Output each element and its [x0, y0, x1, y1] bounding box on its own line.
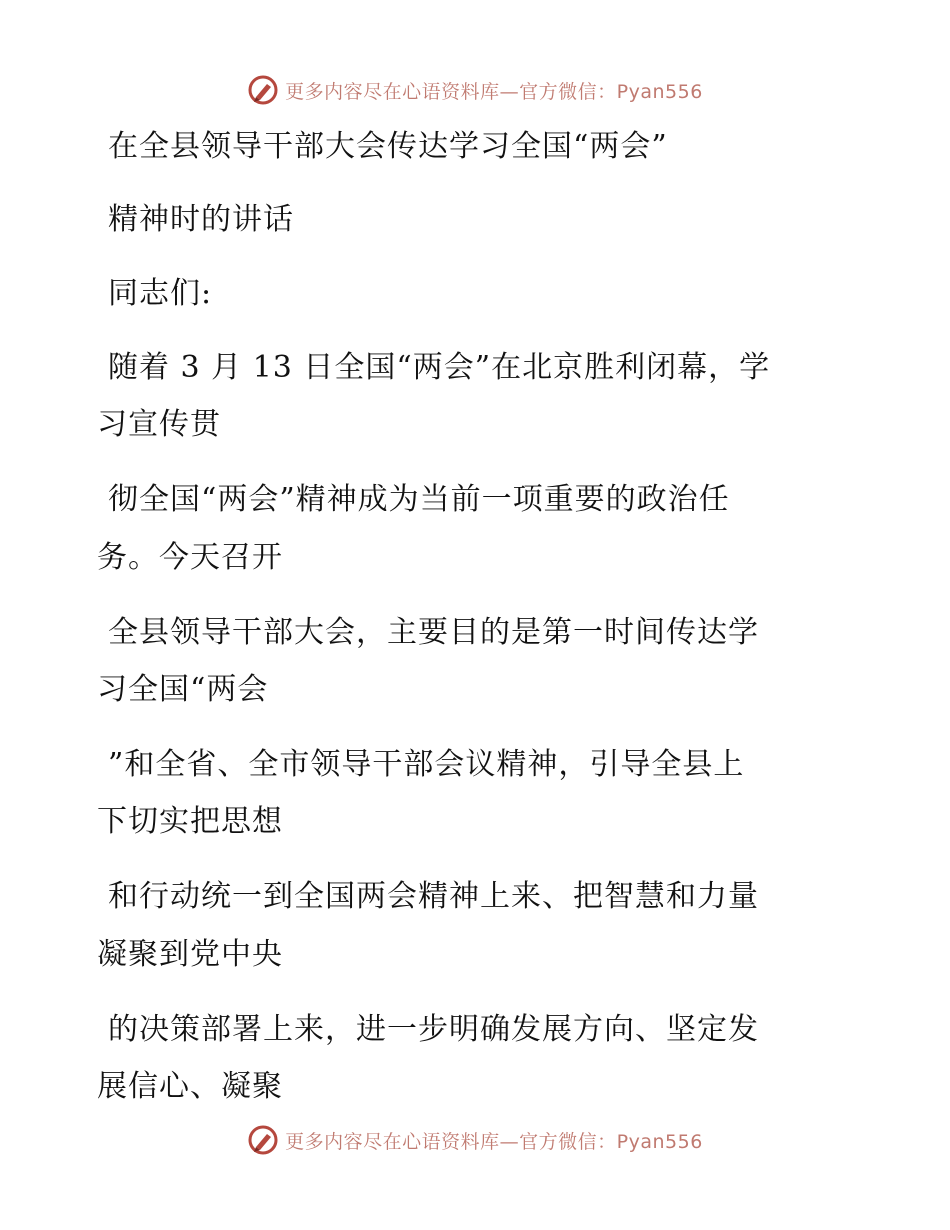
- paragraph-line: ”和全省、全市领导干部会议精神，引导全县上: [108, 747, 745, 782]
- watermark-label: 更多内容尽在心语资料库—官方微信：: [285, 1130, 617, 1153]
- document-title-line-1: 在全县领导干部大会传达学习全国“两会”: [108, 129, 668, 164]
- paragraph-line: 下切实把思想: [97, 804, 283, 839]
- watermark-wechat-id: Pyan556: [616, 1130, 703, 1153]
- paragraph-line: 务。今天召开: [97, 540, 283, 575]
- paragraph-line: 展信心、凝聚: [97, 1069, 283, 1104]
- paragraph-line: 凝聚到党中央: [97, 937, 283, 972]
- watermark-wechat-id: Pyan556: [616, 80, 703, 103]
- watermark-header: [0, 70, 950, 110]
- watermark-footer: [0, 1120, 950, 1160]
- paragraph-line: 随着 3 月 13 日全国“两会”在北京胜利闭幕，学: [108, 350, 771, 385]
- watermark-label: 更多内容尽在心语资料库—官方微信：: [285, 80, 617, 103]
- paragraph-line: 习全国“两会: [97, 672, 269, 707]
- paragraph-line: 的决策部署上来，进一步明确发展方向、坚定发: [108, 1012, 759, 1047]
- watermark-text: [285, 1127, 703, 1154]
- paragraph-line: 全县领导干部大会，主要目的是第一时间传达学: [108, 615, 759, 650]
- pen-logo-icon: [247, 74, 279, 106]
- pen-logo-icon: [247, 1124, 279, 1156]
- document-title-line-2: 精神时的讲话: [108, 202, 294, 237]
- paragraph-line: 彻全国“两会”精神成为当前一项重要的政治任: [108, 482, 730, 517]
- watermark-text: [285, 77, 703, 104]
- salutation: 同志们:: [108, 276, 213, 311]
- paragraph-line: 习宣传贯: [97, 407, 221, 442]
- paragraph-line: 和行动统一到全国两会精神上来、把智慧和力量: [108, 879, 759, 914]
